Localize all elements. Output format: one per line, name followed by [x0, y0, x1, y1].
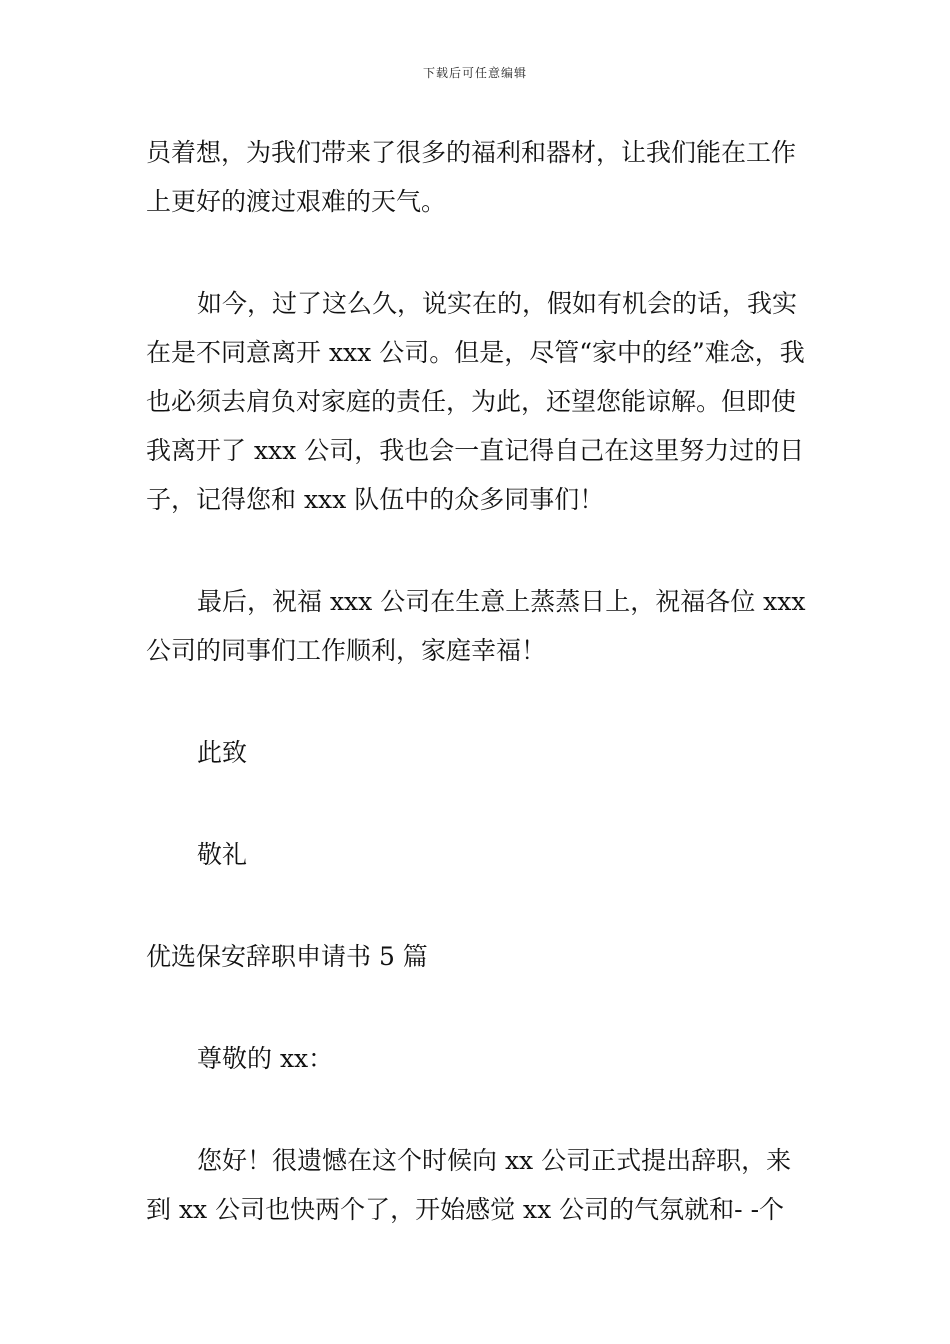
paragraph-gap — [146, 981, 814, 1034]
paragraph-gap — [146, 675, 814, 728]
paragraph-gap — [146, 879, 814, 932]
paragraph-gap — [146, 777, 814, 830]
page-header-note: 下载后可任意编辑 — [422, 66, 527, 80]
paragraph-3: 最后，祝福 xxx 公司在生意上蒸蒸日上，祝福各位 xxx 公司的同事们工作顺利，家庭幸福！ — [146, 587, 806, 665]
paragraph-gap — [146, 524, 814, 577]
paragraph-2: 如今，过了这么久，说实在的，假如有机会的话，我实在是不同意离开 xxx 公司。但是，尽管“家中的经”难念，我也必须去肩负对家庭的责任，为此，还望您能谅解。但即使我离开了 xxx 公司，我也会一直记得自己在这里努力过的日子，记得您和 xxx 队伍中的众多同事们！ — [146, 289, 805, 514]
paragraph-gap — [146, 1083, 814, 1136]
paragraph-1: 员着想，为我们带来了很多的福利和器材，让我们能在工作上更好的渡过艰难的天气。 — [146, 138, 797, 216]
paragraph-gap — [146, 226, 814, 279]
document-body — [146, 128, 814, 1234]
paragraph-4: 您好！很遗憾在这个时候向 xx 公司正式提出辞职，来到 xx 公司也快两个了，开始感觉 xx 公司的气氛就和- -个 — [146, 1146, 792, 1224]
section-title: 优选保安辞职申请书 5 篇 — [146, 942, 428, 971]
closing-line-2: 敬礼 — [197, 840, 248, 869]
salutation: 尊敬的 xx： — [197, 1044, 334, 1073]
closing-line-1: 此致 — [197, 738, 248, 767]
